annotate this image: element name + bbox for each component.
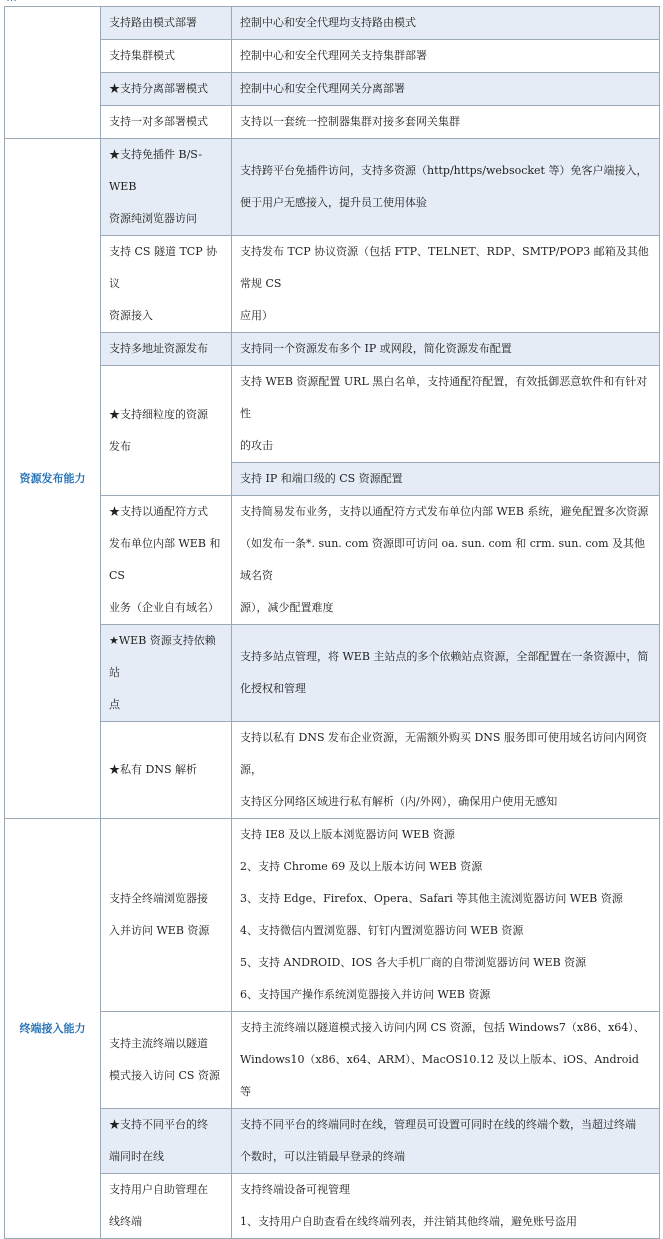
feature-cell bbox=[101, 722, 232, 819]
description-line: 支持以一套统一控制器集群对接多套网关集群 bbox=[240, 115, 460, 128]
feature-cell bbox=[101, 625, 232, 722]
description-line: Windows10（x86、x64、ARM）、MacOS10.12 及以上版本、iOS、Android 等 bbox=[240, 1053, 639, 1098]
description-line: 支持区分网络区域进行私有解析（内/外网），确保用户使用无感知 bbox=[240, 795, 558, 808]
feature-line: 线终端 bbox=[109, 1215, 142, 1228]
feature-cell bbox=[101, 496, 232, 625]
category-cell: 终端接入能力 bbox=[5, 819, 101, 1239]
description-cell bbox=[232, 496, 660, 625]
description-line: 支持 WEB 资源配置 URL 黑白名单，支持通配符配置，有效抵御恶意软件和有针对性 bbox=[240, 375, 648, 420]
feature-line: 支持主流终端以隧道 bbox=[109, 1037, 208, 1050]
table-row bbox=[5, 625, 660, 722]
description-line: 支持 IP 和端口级的 CS 资源配置 bbox=[240, 472, 403, 485]
table-row bbox=[5, 722, 660, 819]
table-row bbox=[5, 40, 660, 73]
description-cell bbox=[232, 106, 660, 139]
description-cell bbox=[232, 1109, 660, 1174]
feature-line: 支持全终端浏览器接 bbox=[109, 892, 208, 905]
description-line: 支持以私有 DNS 发布企业资源，无需额外购买 DNS 服务即可使用域名访问内网资源， bbox=[240, 731, 647, 776]
description-cell bbox=[232, 333, 660, 366]
description-cell bbox=[232, 73, 660, 106]
table-row bbox=[5, 73, 660, 106]
feature-line: 点 bbox=[109, 698, 120, 711]
feature-cell bbox=[101, 1174, 232, 1239]
description-line: 化授权和管理 bbox=[240, 682, 306, 695]
description-line: 控制中心和安全代理网关支持集群部署 bbox=[240, 49, 427, 62]
feature-line: ★支持免插件 B/S-WEB bbox=[109, 148, 202, 193]
table-row bbox=[5, 1174, 660, 1239]
feature-line: ★私有 DNS 解析 bbox=[109, 763, 197, 776]
feature-line: ★支持细粒度的资源 bbox=[109, 407, 208, 421]
description-line: 5、支持 ANDROID、IOS 各大手机厂商的自带浏览器访问 WEB 资源 bbox=[240, 956, 587, 969]
description-line: 1、支持用户自助查看在线终端列表，并注销其他终端，避免账号盗用 bbox=[240, 1215, 577, 1228]
feature-line: 资源纯浏览器访问 bbox=[109, 212, 197, 225]
feature-line: 资源接入 bbox=[109, 309, 153, 322]
description-cell bbox=[232, 1012, 660, 1109]
feature-line: 支持用户自助管理在 bbox=[109, 1183, 208, 1196]
feature-line: ★支持分离部署模式 bbox=[109, 82, 208, 95]
table-row bbox=[5, 236, 660, 333]
description-line: 控制中心和安全代理网关分离部署 bbox=[240, 82, 405, 95]
description-line: 支持同一个资源发布多个 IP 或网段，简化资源发布配置 bbox=[240, 342, 512, 355]
description-cell bbox=[232, 1174, 660, 1239]
feature-cell bbox=[101, 819, 232, 1012]
category-cell bbox=[5, 7, 101, 139]
description-line: 应用） bbox=[240, 309, 273, 322]
table-row bbox=[5, 1109, 660, 1174]
description-line: 的攻击 bbox=[240, 439, 273, 452]
description-line: 6、支持国产操作系统浏览器接入并访问 WEB 资源 bbox=[240, 988, 491, 1001]
feature-cell bbox=[101, 7, 232, 40]
feature-cell bbox=[101, 1012, 232, 1109]
feature-cell bbox=[101, 1109, 232, 1174]
feature-line: 支持 CS 隧道 TCP 协议 bbox=[109, 245, 218, 290]
description-line: 支持多站点管理，将 WEB 主站点的多个依赖站点资源，全部配置在一条资源中，简 bbox=[240, 650, 649, 663]
feature-line: ★支持不同平台的终 bbox=[109, 1118, 208, 1131]
table-row bbox=[5, 366, 660, 496]
table-row bbox=[5, 819, 660, 1012]
description-cell bbox=[232, 722, 660, 819]
description-line: （如发布一条*. sun. com 资源即可访问 oa. sun. com 和 crm. sun. com 及其他域名资 bbox=[240, 537, 646, 582]
description-line: 支持跨平台免插件访问，支持多资源（http/https/websocket 等）免客户端接入， bbox=[240, 164, 648, 177]
table-row bbox=[5, 496, 660, 625]
description-cell bbox=[232, 366, 660, 496]
header-fragment bbox=[6, 0, 17, 4]
description-line: 源），减少配置难度 bbox=[240, 601, 334, 614]
description-line: 2、支持 Chrome 69 及以上版本访问 WEB 资源 bbox=[240, 860, 483, 873]
feature-cell bbox=[101, 139, 232, 236]
feature-line: 支持路由模式部署 bbox=[109, 16, 197, 29]
description-cell bbox=[232, 819, 660, 1012]
description-line: 个数时，可以注销最早登录的终端 bbox=[240, 1150, 405, 1163]
feature-line: 支持多地址资源发布 bbox=[109, 342, 208, 355]
feature-line: 支持集群模式 bbox=[109, 49, 175, 62]
table-row bbox=[5, 333, 660, 366]
description-line: 4、支持微信内置浏览器、钉钉内置浏览器访问 WEB 资源 bbox=[240, 924, 524, 937]
feature-cell bbox=[101, 333, 232, 366]
feature-line: 发布 bbox=[109, 439, 131, 453]
feature-line: 入并访问 WEB 资源 bbox=[109, 924, 210, 937]
feature-line: 发布单位内部 WEB 和CS bbox=[109, 537, 221, 582]
description-line: 支持发布 TCP 协议资源（包括 FTP、TELNET、RDP、SMTP/POP3 邮箱及其他常规 CS bbox=[240, 245, 649, 290]
description-line: 3、支持 Edge、Firefox、Opera、Safari 等其他主流浏览器访问 WEB 资源 bbox=[240, 892, 623, 905]
table-row bbox=[5, 1012, 660, 1109]
description-line: 控制中心和安全代理均支持路由模式 bbox=[240, 16, 416, 29]
feature-line: 模式接入访问 CS 资源 bbox=[109, 1069, 220, 1082]
description-cell bbox=[232, 625, 660, 722]
feature-cell bbox=[101, 106, 232, 139]
table-row bbox=[5, 139, 660, 236]
description-cell bbox=[232, 236, 660, 333]
spec-table bbox=[4, 6, 660, 1239]
feature-line: 端同时在线 bbox=[109, 1150, 164, 1163]
feature-line: 业务（企业自有域名） bbox=[109, 601, 219, 614]
feature-cell bbox=[101, 366, 232, 496]
description-line: 支持不同平台的终端同时在线，管理员可设置可同时在线的终端个数，当超过终端 bbox=[240, 1118, 636, 1131]
description-line: 便于用户无感接入，提升员工使用体验 bbox=[240, 196, 427, 209]
description-line: 支持 IE8 及以上版本浏览器访问 WEB 资源 bbox=[240, 828, 455, 841]
table-row bbox=[5, 7, 660, 40]
table-row bbox=[5, 106, 660, 139]
feature-cell bbox=[101, 40, 232, 73]
description-cell bbox=[232, 139, 660, 236]
feature-cell bbox=[101, 236, 232, 333]
category-cell: 资源发布能力 bbox=[5, 139, 101, 819]
description-line: 支持简易发布业务，支持以通配符方式发布单位内部 WEB 系统，避免配置多次资源 bbox=[240, 505, 649, 518]
feature-line: 支持一对多部署模式 bbox=[109, 115, 208, 128]
description-line: 支持主流终端以隧道模式接入访问内网 CS 资源，包括 Windows7（x86、x64）、 bbox=[240, 1021, 645, 1034]
description-line: 支持终端设备可视管理 bbox=[240, 1183, 350, 1196]
feature-cell bbox=[101, 73, 232, 106]
feature-line: ★WEB 资源支持依赖站 bbox=[109, 634, 216, 679]
description-cell bbox=[232, 7, 660, 40]
description-cell bbox=[232, 40, 660, 73]
feature-line: ★支持以通配符方式 bbox=[109, 505, 208, 518]
